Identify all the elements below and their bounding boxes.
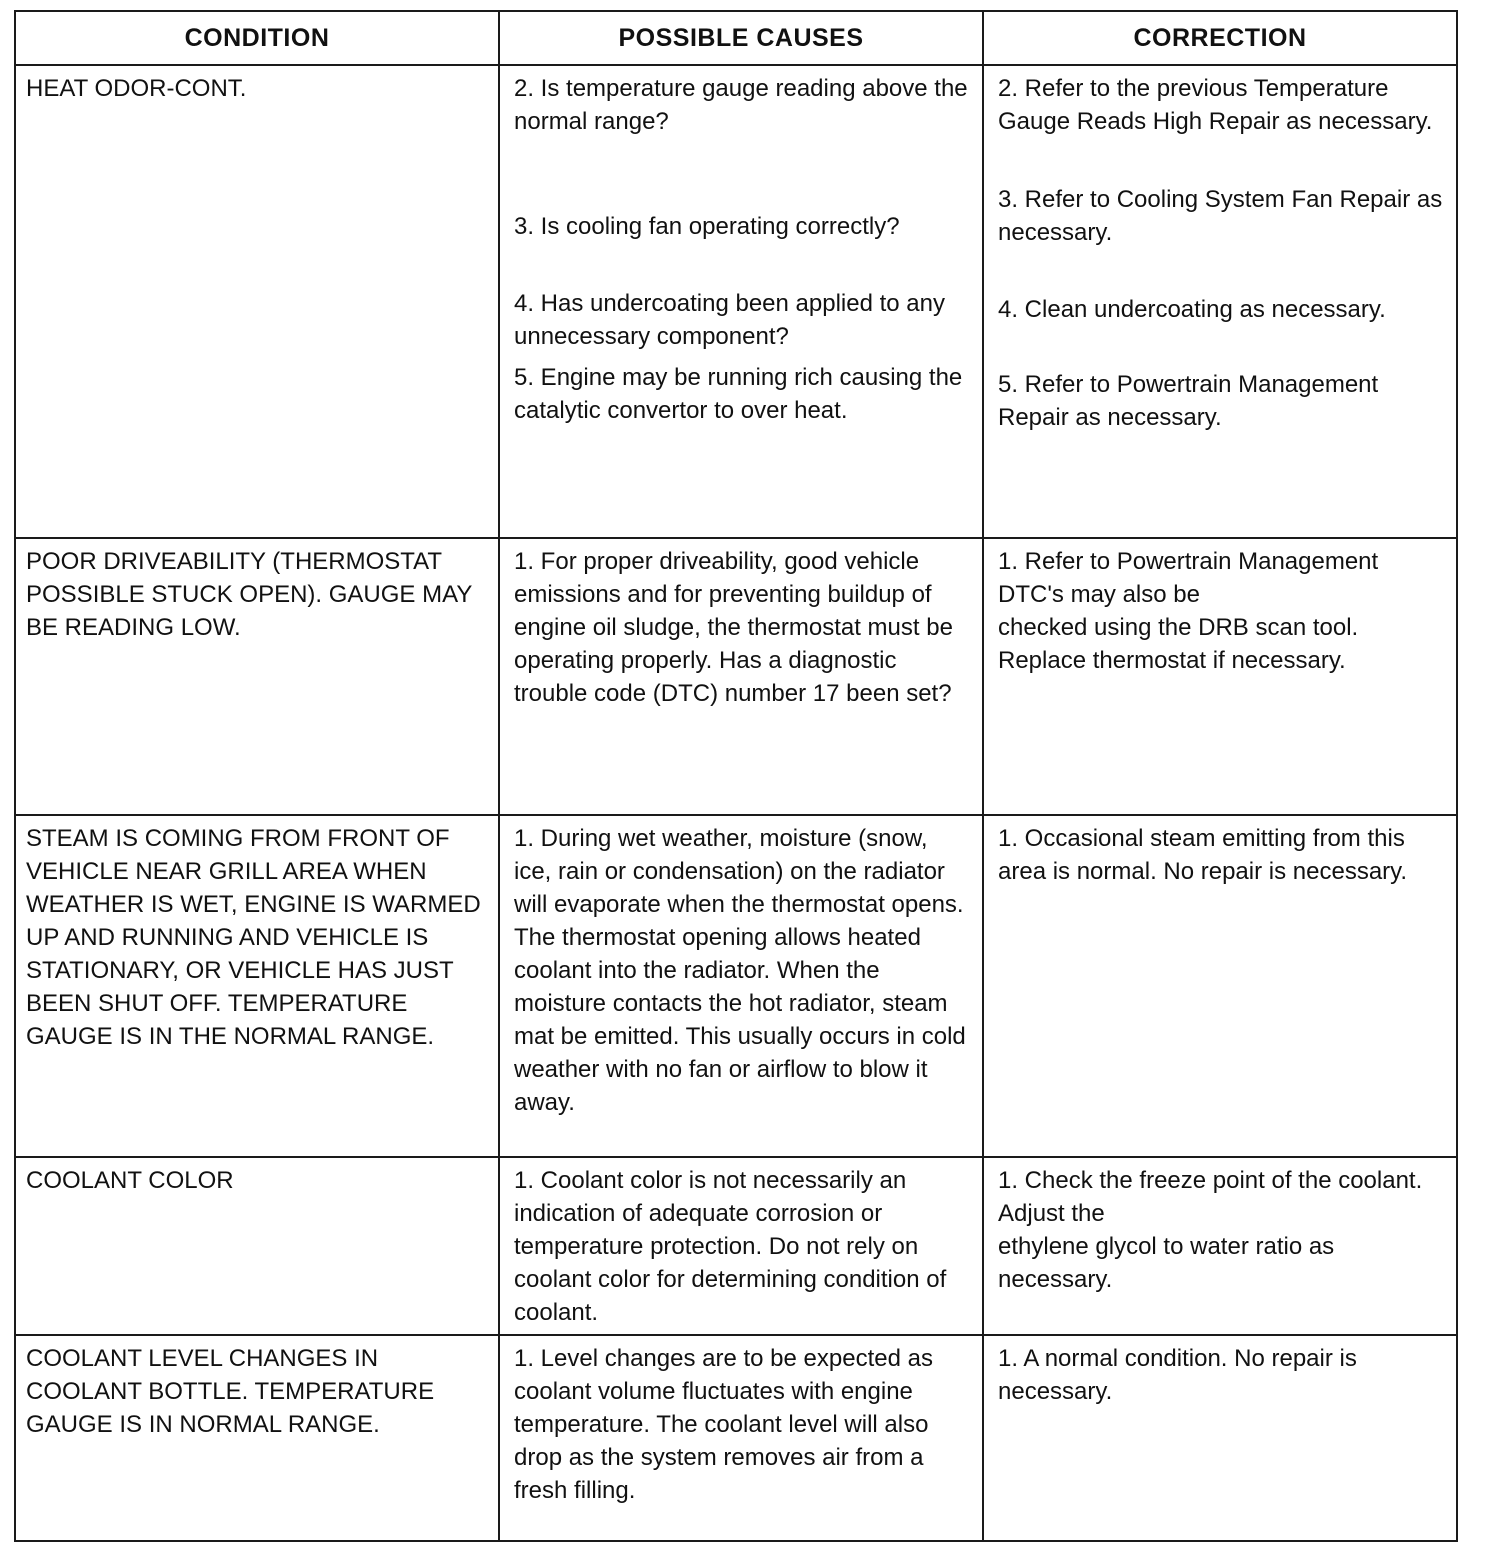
cause-item: 1. For proper driveability, good vehicle emissions and for preventing buildup of engine oil sludge, the thermostat must be operating properly. Has a diagnostic trouble code (DTC) number 17 been set? (514, 547, 953, 707)
condition-cell: COOLANT COLOR (15, 1157, 499, 1334)
cause-item: 1. During wet weather, moisture (snow, ice, rain or condensation) on the radiator will evaporate when the thermostat opens. The thermostat opening allows heated coolant into the radiator. When the moisture contacts the hot radiator, steam mat be emitted. This usually occurs in cold weather with no fan or airflow to blow it away. (514, 824, 966, 1116)
correction-item: 1. Check the freeze point of the coolant. Adjust the (998, 1167, 1423, 1228)
cause-item: 3. Is cooling fan operating correctly? (514, 213, 900, 240)
causes-cell (499, 1335, 983, 1541)
correction-cell (983, 1157, 1457, 1334)
correction-item: 5. Refer to Powertrain Management Repair as necessary. (998, 371, 1379, 431)
table-row (15, 1335, 1457, 1541)
correction-item: 1. Occasional steam emitting from this area is normal. No repair is necessary. (998, 824, 1408, 885)
correction-cell (983, 1335, 1457, 1541)
diagnosis-chart (14, 10, 1456, 1542)
table-row (15, 65, 1457, 538)
table-row (15, 538, 1457, 815)
condition-cell: POOR DRIVEABILITY (THERMOSTAT POSSIBLE STUCK OPEN). GAUGE MAY BE READING LOW. (15, 538, 499, 815)
header-row (15, 11, 1457, 65)
correction-item: checked using the DRB scan tool. Replace thermostat if necessary. (998, 613, 1359, 674)
correction-item: ethylene glycol to water ratio as necessary. (998, 1233, 1335, 1294)
causes-cell (499, 65, 983, 538)
correction-cell (983, 538, 1457, 815)
cause-item: 1. Coolant color is not necessarily an indication of adequate corrosion or temperature protection. Do not rely on coolant color for determining condition of coolant. (514, 1167, 947, 1327)
causes-cell (499, 538, 983, 815)
correction-item: 2. Refer to the previous Temperature Gauge Reads High Repair as necessary. (998, 75, 1433, 135)
condition-cell: COOLANT LEVEL CHANGES IN COOLANT BOTTLE. TEMPERATURE GAUGE IS IN NORMAL RANGE. (15, 1335, 499, 1541)
condition-cell: STEAM IS COMING FROM FRONT OF VEHICLE NEAR GRILL AREA WHEN WEATHER IS WET, ENGINE IS WARMED UP AND RUNNING AND VEHICLE IS STATIONARY, OR VEHICLE HAS JUST BEEN SHUT OFF. TEMPERATURE GAUGE IS IN THE NORMAL RANGE. (15, 815, 499, 1158)
correction-item: 4. Clean undercoating as necessary. (998, 296, 1386, 323)
causes-cell (499, 1157, 983, 1334)
correction-item: 1. A normal condition. No repair is necessary. (998, 1344, 1357, 1405)
condition-cell: HEAT ODOR-CONT. (15, 65, 499, 538)
correction-item: 1. Refer to Powertrain Management DTC's may also be (998, 547, 1379, 608)
cause-item: 4. Has undercoating been applied to any unnecessary component? (514, 290, 945, 350)
correction-item: 3. Refer to Cooling System Fan Repair as necessary. (998, 186, 1443, 246)
cause-item: 1. Level changes are to be expected as coolant volume fluctuates with engine temperature. The coolant level will also drop as the system removes air from a fresh filling. (514, 1344, 933, 1504)
header-condition: CONDITION (15, 11, 499, 65)
header-correction: CORRECTION (983, 11, 1457, 65)
header-possible-causes: POSSIBLE CAUSES (499, 11, 983, 65)
table-row (15, 1157, 1457, 1334)
correction-cell (983, 65, 1457, 538)
causes-cell (499, 815, 983, 1158)
cause-item: 5. Engine may be running rich causing the catalytic convertor to over heat. (514, 364, 963, 424)
table-row (15, 815, 1457, 1158)
cause-item: 2. Is temperature gauge reading above the normal range? (514, 75, 968, 135)
correction-cell (983, 815, 1457, 1158)
diagnosis-table (14, 10, 1458, 1542)
